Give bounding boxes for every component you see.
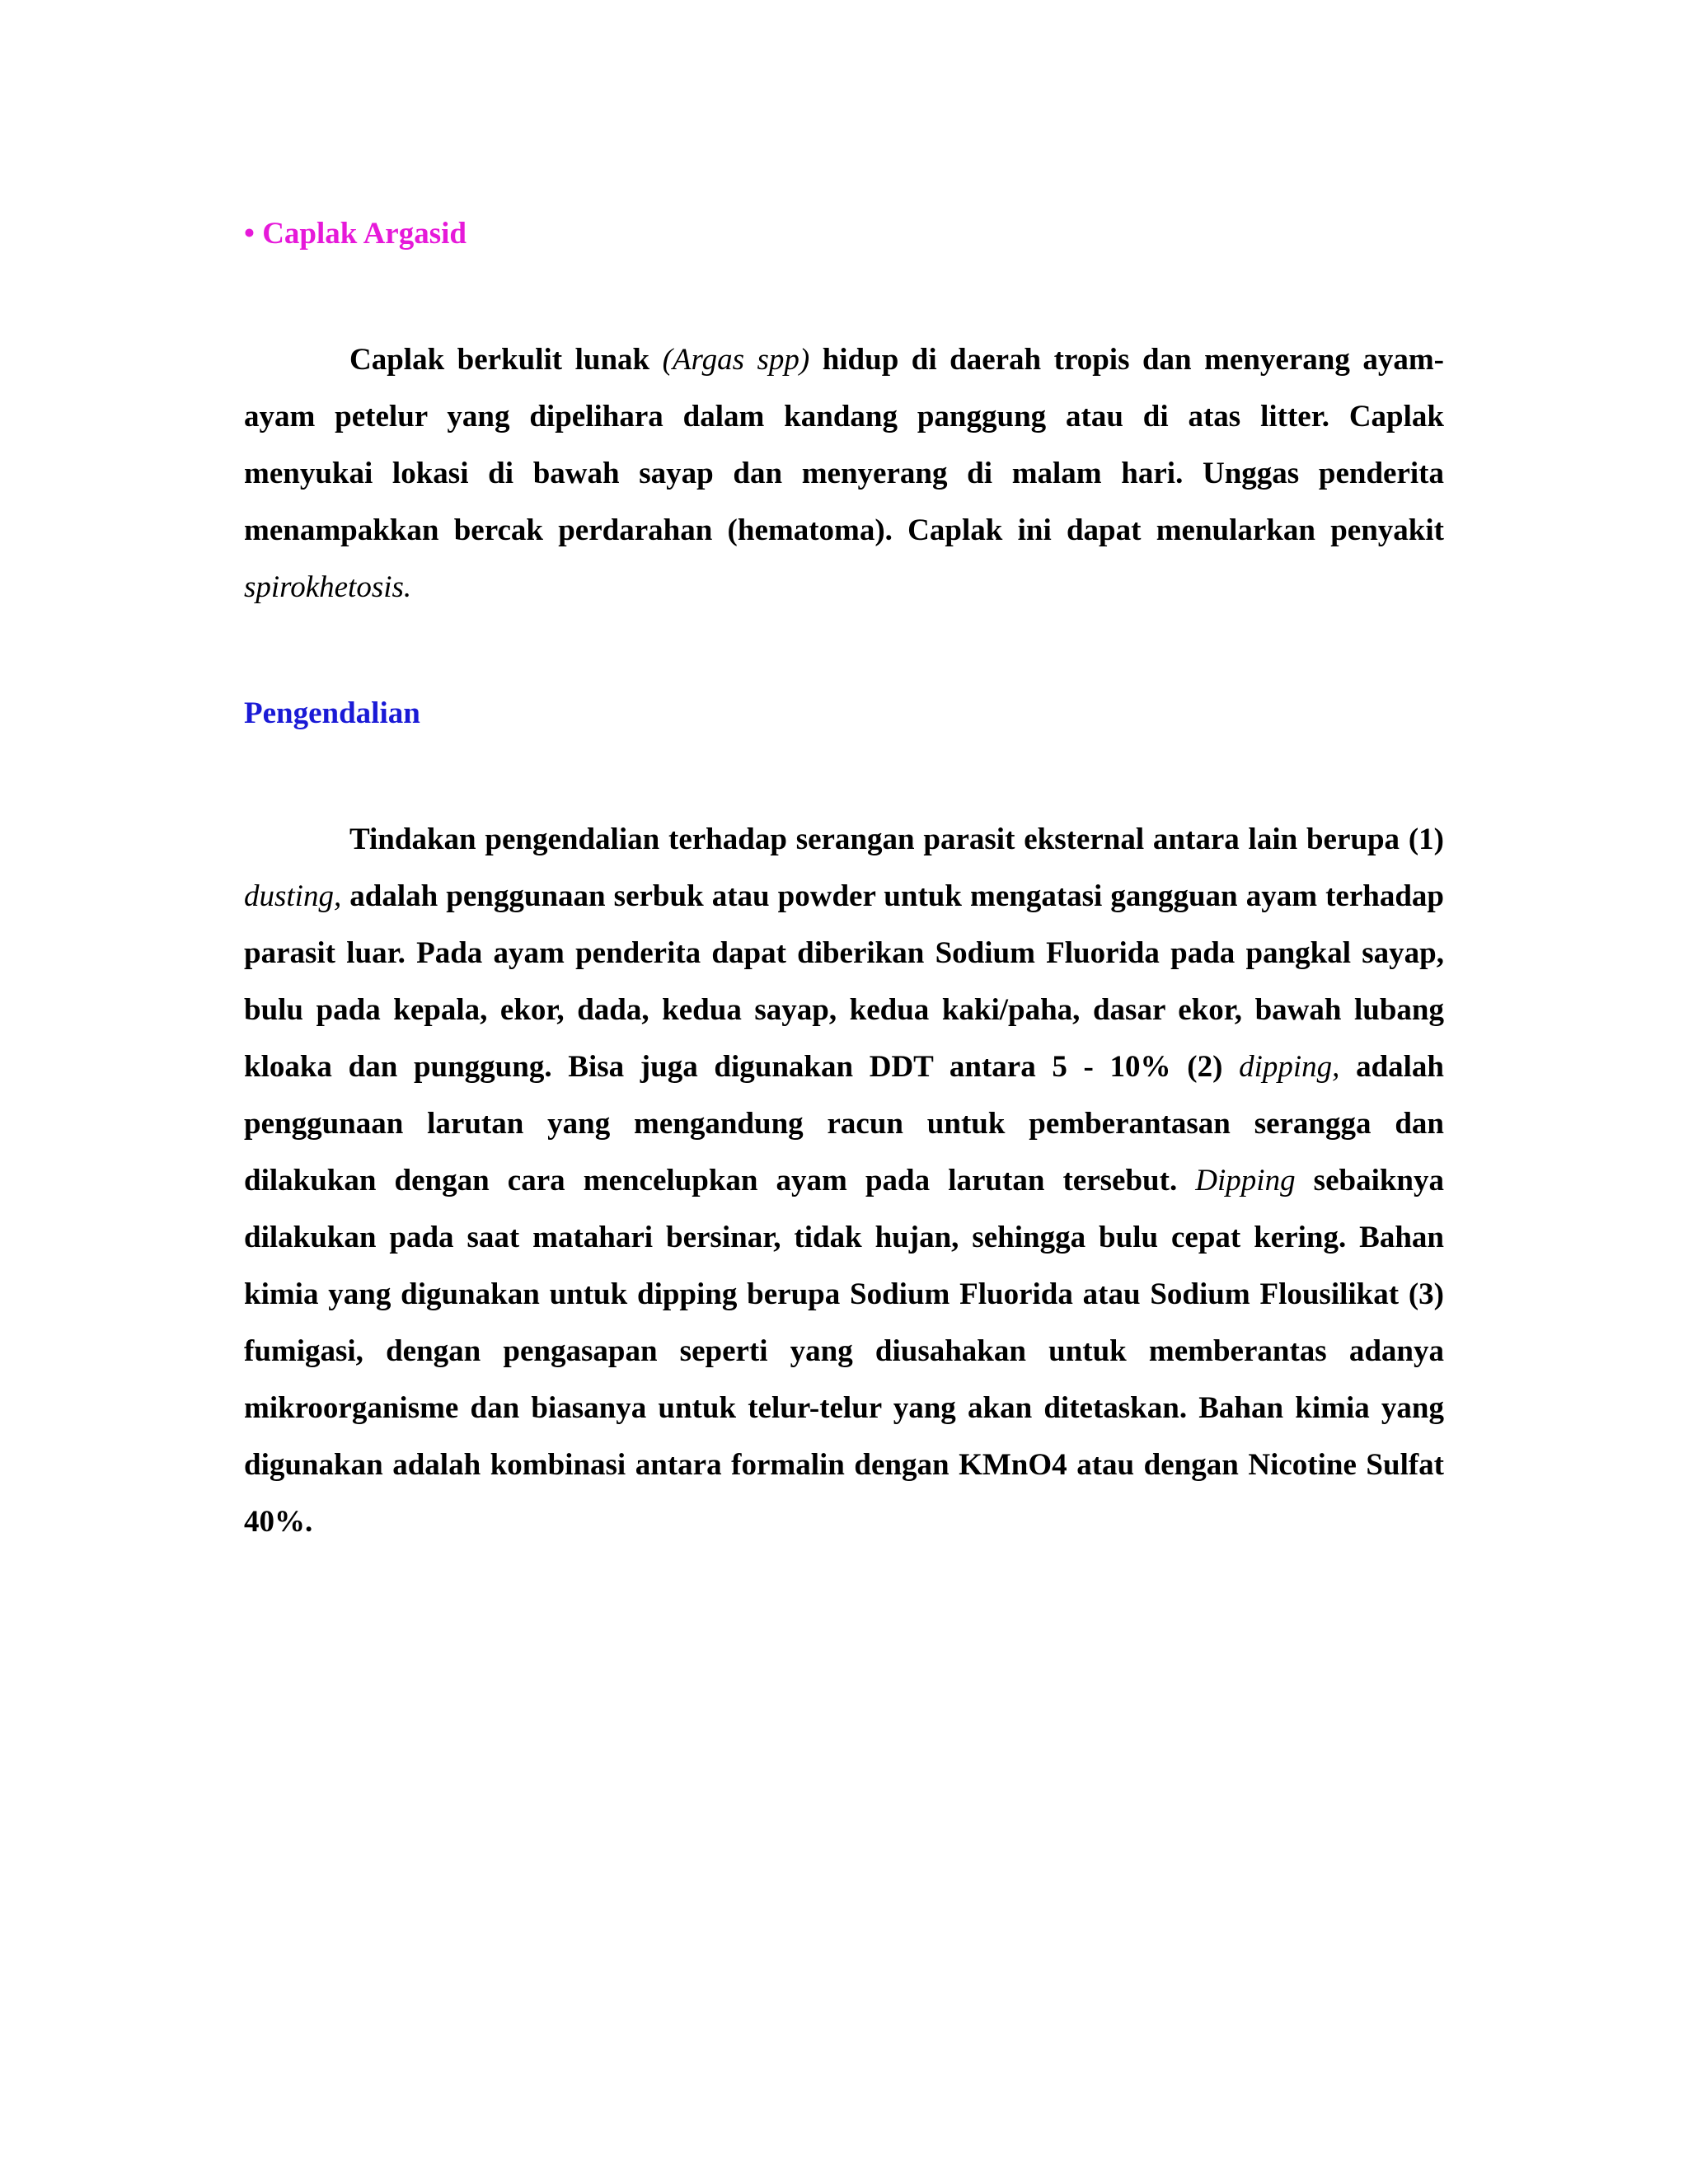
- paragraph-text: adalah penggunaan larutan yang mengandung racun untuk pemberantasan serangga dan dilakukan dengan cara mencelupkan ayam pada larutan tersebut.: [244, 1050, 1445, 1197]
- disease-name-text: spirokhetosis.: [244, 570, 412, 604]
- paragraph-text: sebaiknya dilakukan pada saat matahari bersinar, tidak hujan, sehingga bulu cepat kering. Bahan kimia yang digunakan untuk dipping berupa Sodium Fluorida atau Sodium Flousilikat (3) fumigasi, dengan pengasapan seperti yang diusahakan untuk memberantas adanya mikroorganisme dan biasanya untuk telur-telur yang akan ditetaskan. Bahan kimia yang digunakan adalah kombinasi antara formalin dengan KMnO4 atau dengan Nicotine Sulfat 40%.: [244, 1164, 1445, 1539]
- paragraph-text: hidup di daerah tropis dan menyerang ayam- ayam petelur yang dipelihara dalam kandang panggung atau di atas litter. Caplak menyukai lokasi di bawah sayap dan menyerang di malam hari. Unggas penderita menampakkan bercak perdarahan (hematoma). Caplak ini dapat menularkan penyakit: [244, 343, 1444, 547]
- scientific-name-text: (Argas spp): [662, 343, 810, 377]
- term-dipping-capital: Dipping: [1195, 1164, 1296, 1197]
- paragraph-caplak-description: [244, 331, 1444, 616]
- paragraph-text: adalah penggunaan serbuk atau powder untuk mengatasi gangguan ayam terhadap parasit luar. Pada ayam penderita dapat diberikan Sodium Fluorida pada pangkal sayap, bulu pada kepala, ekor, dada, kedua sayap, kedua kaki/paha, dasar ekor, bawah lubang kloaka dan punggung. Bisa juga digunakan DDT antara 5 - 10% (2): [244, 879, 1444, 1084]
- term-dipping: dipping,: [1239, 1050, 1340, 1084]
- section-heading-pengendalian: Pengendalian: [244, 696, 420, 730]
- section-heading-caplak-argasid: • Caplak Argasid: [244, 217, 467, 251]
- term-dusting: dusting,: [244, 879, 342, 913]
- paragraph-text: Caplak berkulit lunak: [349, 343, 663, 377]
- paragraph-text: Tindakan pengendalian terhadap serangan parasit eksternal antara lain berupa (1): [349, 823, 1444, 856]
- paragraph-pengendalian: [244, 811, 1444, 1550]
